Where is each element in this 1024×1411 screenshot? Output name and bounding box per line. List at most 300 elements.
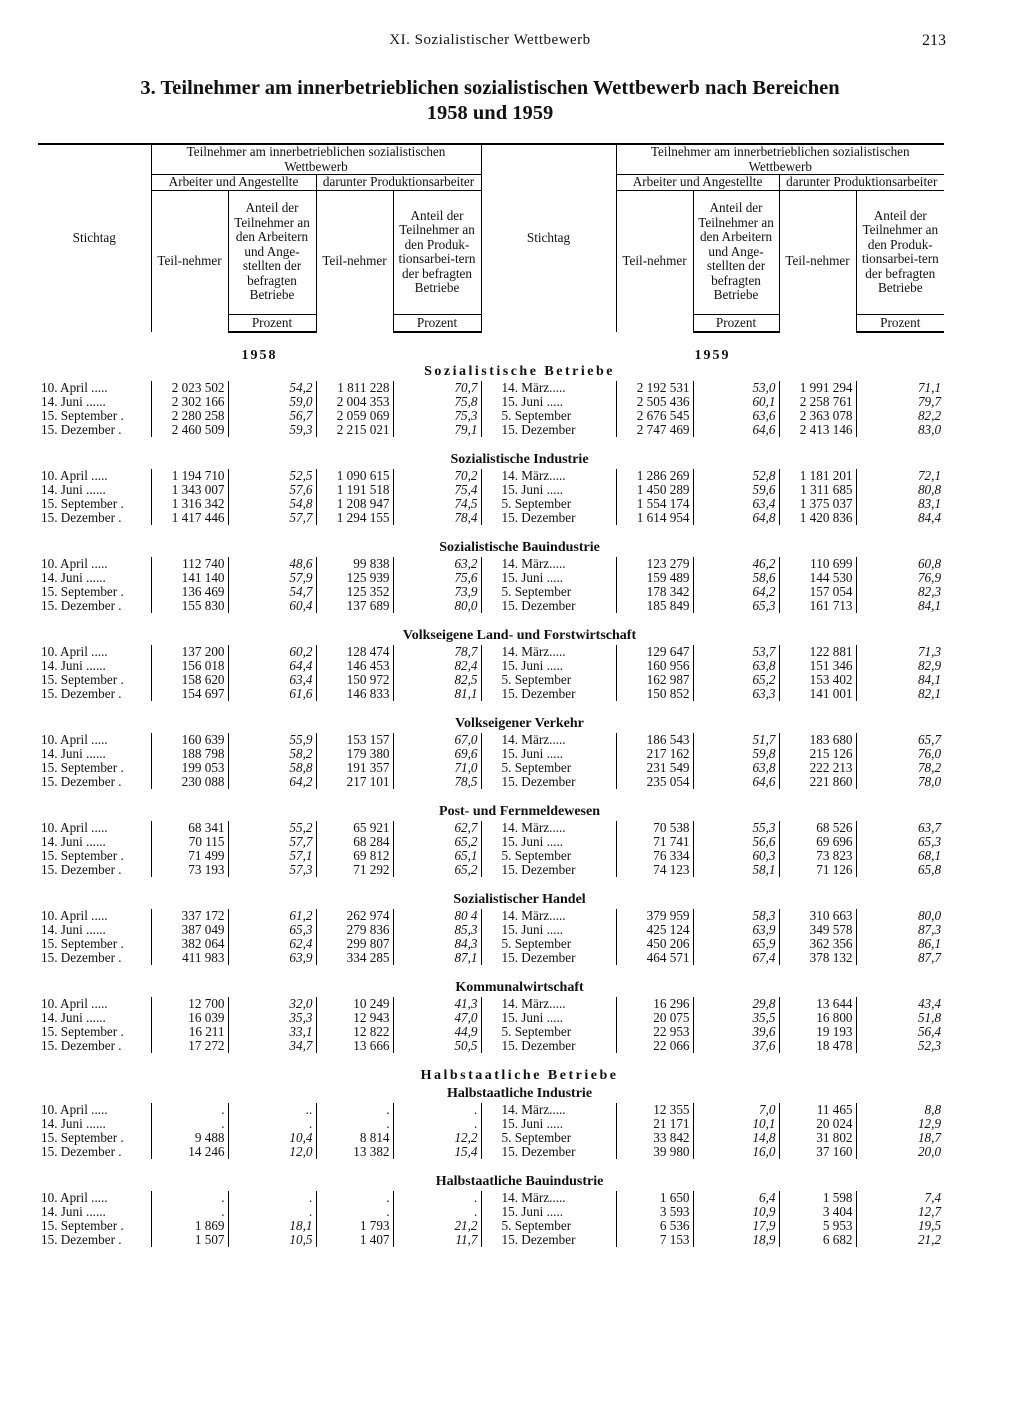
darunter-header-right: darunter Produktionsarbeiter [779, 175, 944, 191]
anteil-arbeiter-1959: 14,8 [693, 1131, 779, 1145]
anteil-prod-1959: 56,4 [856, 1025, 944, 1039]
anteil-prod-1958: . [393, 1191, 481, 1205]
row-label-1959: 5. September [481, 937, 616, 951]
teilnehmer-1959: 71 741 [616, 835, 693, 849]
teilnehmer-1958: 387 049 [151, 923, 228, 937]
teilnehmer-1959: 7 153 [616, 1233, 693, 1247]
teilnehmer-1959: 2 505 436 [616, 395, 693, 409]
row-label-1959: 15. Juni ..... [481, 1011, 616, 1025]
teilnehmer-1958: 1 194 710 [151, 469, 228, 483]
teilnehmer-1959: 160 956 [616, 659, 693, 673]
row-label-1959: 14. März..... [481, 733, 616, 747]
row-label-1959: 15. Dezember [481, 775, 616, 789]
anteil-arbeiter-1958: 62,4 [228, 937, 316, 951]
anteil-produktion-header: Anteil der Teilnehmer an den Produk-tionsarbei-tern der befragten Betriebe [393, 190, 481, 314]
anteil-arbeiter-1959: 64,6 [693, 775, 779, 789]
anteil-prod-1958: 78,5 [393, 775, 481, 789]
section-heading-row [38, 363, 944, 381]
anteil-arbeiter-1959: 64,8 [693, 511, 779, 525]
teilnehmer-prod-1958: 68 284 [316, 835, 393, 849]
row-label-1958: 10. April ..... [41, 469, 108, 483]
row-label-1959: 15. Dezember [481, 863, 616, 877]
teilnehmer-1959: 178 342 [616, 585, 693, 599]
teilnehmer-prod-1959: 71 126 [779, 863, 856, 877]
anteil-arbeiter-1959: 63,8 [693, 761, 779, 775]
anteil-prod-1958: 47,0 [393, 1011, 481, 1025]
teilnehmer-1959: 21 171 [616, 1117, 693, 1131]
teilnehmer-prod-1959: 2 258 761 [779, 395, 856, 409]
spacer [38, 701, 944, 715]
anteil-arbeiter-1958: 32,0 [228, 997, 316, 1011]
teilnehmer-1959: 1 554 174 [616, 497, 693, 511]
teilnehmer-1959: 162 987 [616, 673, 693, 687]
table-row [38, 423, 944, 437]
teilnehmer-prod-1959: 2 413 146 [779, 423, 856, 437]
row-label-1959: 15. Juni ..... [481, 747, 616, 761]
table-row [38, 1145, 944, 1159]
section-heading: Volkseigene Land- und Forstwirtschaft [402, 628, 637, 643]
teilnehmer-prod-1958: 1 208 947 [316, 497, 393, 511]
row-label-1958: 15. September . [41, 761, 124, 775]
page-number: 213 [922, 32, 946, 49]
teilnehmer-prod-1959: 16 800 [779, 1011, 856, 1025]
anteil-prod-1959: 83,1 [856, 497, 944, 511]
row-label-1958: 15. Dezember . [41, 1039, 122, 1053]
teilnehmer-1958: 156 018 [151, 659, 228, 673]
teilnehmer-prod-1959: 122 881 [779, 645, 856, 659]
table-row [38, 849, 944, 863]
anteil-arbeiter-1958: 55,2 [228, 821, 316, 835]
anteil-prod-1958: 78,4 [393, 511, 481, 525]
teilnehmer-prod-1959: 37 160 [779, 1145, 856, 1159]
table-row [38, 571, 944, 585]
anteil-prod-1959: 18,7 [856, 1131, 944, 1145]
row-label-1959: 14. März..... [481, 1191, 616, 1205]
arbeiter-header-right: Arbeiter und Angestellte [616, 175, 779, 191]
anteil-prod-1958: 75,8 [393, 395, 481, 409]
teilnehmer-prod-1958: 65 921 [316, 821, 393, 835]
anteil-prod-1958: 70,2 [393, 469, 481, 483]
anteil-arbeiter-1958: . [228, 1117, 316, 1131]
teilnehmer-prod-1959: 151 346 [779, 659, 856, 673]
anteil-prod-1959: 84,4 [856, 511, 944, 525]
section-heading: Halbstaatliche Industrie [446, 1086, 593, 1101]
teilnehmer-prod-1958: 2 004 353 [316, 395, 393, 409]
teilnehmer-prod-1959: 18 478 [779, 1039, 856, 1053]
anteil-arbeiter-1959: 59,6 [693, 483, 779, 497]
row-label-1958: 15. September . [41, 497, 124, 511]
teilnehmer-prod-1958: 10 249 [316, 997, 393, 1011]
title-line-1: 3. Teilnehmer am innerbetrieblichen sozialistischen Wettbewerb nach Bereichen [140, 77, 840, 99]
table-row [38, 497, 944, 511]
anteil-arbeiter-1959: 63,6 [693, 409, 779, 423]
anteil-prod-1959: 20,0 [856, 1145, 944, 1159]
spacer [38, 877, 944, 891]
section-heading-row [38, 979, 944, 997]
anteil-prod-1958: 80,0 [393, 599, 481, 613]
teilnehmer-1958: 9 488 [151, 1131, 228, 1145]
teilnehmer-1959: 159 489 [616, 571, 693, 585]
anteil-prod-1959: 65,8 [856, 863, 944, 877]
row-label-1958: 15. September . [41, 1131, 124, 1145]
row-label-1958: 15. September . [41, 1219, 124, 1233]
row-label-1959: 15. Juni ..... [481, 835, 616, 849]
prozent-label: Prozent [228, 314, 316, 332]
section-heading: Sozialistische Industrie [450, 452, 589, 467]
anteil-arbeiter-1958: 57,9 [228, 571, 316, 585]
teilnehmer-prod-1959: 1 311 685 [779, 483, 856, 497]
row-label-1958: 10. April ..... [41, 381, 108, 395]
table-row [38, 409, 944, 423]
row-label-1958: 15. Dezember . [41, 951, 122, 965]
row-label-1959: 5. September [481, 673, 616, 687]
table-row [38, 687, 944, 701]
row-label-1959: 14. März..... [481, 997, 616, 1011]
row-label-1959: 15. Juni ..... [481, 923, 616, 937]
section-heading: Post- und Fernmeldewesen [439, 804, 601, 819]
row-label-1958: 15. September . [41, 1025, 124, 1039]
anteil-prod-1958: 69,6 [393, 747, 481, 761]
teilnehmer-1958: 154 697 [151, 687, 228, 701]
table-row [38, 1191, 944, 1205]
spacer [38, 965, 944, 979]
teilnehmer-prod-1958: 1 090 615 [316, 469, 393, 483]
anteil-prod-1959: 78,2 [856, 761, 944, 775]
anteil-prod-1959: 83,0 [856, 423, 944, 437]
table-row [38, 761, 944, 775]
anteil-arbeiter-1958: 52,5 [228, 469, 316, 483]
anteil-arbeiter-header: Anteil der Teilnehmer an den Arbeitern und Ange-stellten der befragten Betriebe [693, 190, 779, 314]
teilnehmer-prod-1958: 128 474 [316, 645, 393, 659]
teilnehmer-1959: 74 123 [616, 863, 693, 877]
anteil-prod-1958: 65,2 [393, 863, 481, 877]
row-label-1959: 5. September [481, 849, 616, 863]
table-row [38, 937, 944, 951]
section-heading-row [38, 803, 944, 821]
anteil-prod-1958: 75,6 [393, 571, 481, 585]
teilnehmer-1959: 129 647 [616, 645, 693, 659]
teilnehmer-1959: 235 054 [616, 775, 693, 789]
teilnehmer-1959: 379 959 [616, 909, 693, 923]
anteil-arbeiter-1959: 6,4 [693, 1191, 779, 1205]
row-label-1959: 14. März..... [481, 1103, 616, 1117]
row-label-1958: 14. Juni ...... [41, 483, 106, 497]
row-label-1959: 5. September [481, 585, 616, 599]
teilnehmer-prod-1959: 11 465 [779, 1103, 856, 1117]
teilnehmer-1958: 2 280 258 [151, 409, 228, 423]
prozent-label: Prozent [856, 314, 944, 332]
row-label-1959: 14. März..... [481, 645, 616, 659]
anteil-arbeiter-1959: 35,5 [693, 1011, 779, 1025]
teilnehmer-prod-1959: 5 953 [779, 1219, 856, 1233]
teilnehmer-prod-1959: 349 578 [779, 923, 856, 937]
anteil-arbeiter-1959: 18,9 [693, 1233, 779, 1247]
anteil-arbeiter-1959: 7,0 [693, 1103, 779, 1117]
running-header [0, 32, 1024, 54]
teilnehmer-prod-1958: 279 836 [316, 923, 393, 937]
teilnehmer-1958: 137 200 [151, 645, 228, 659]
anteil-prod-1958: 15,4 [393, 1145, 481, 1159]
row-label-1959: 5. September [481, 409, 616, 423]
row-label-1958: 15. Dezember . [41, 1233, 122, 1247]
anteil-prod-1959: 71,1 [856, 381, 944, 395]
anteil-arbeiter-1958: 60,2 [228, 645, 316, 659]
anteil-arbeiter-1959: 60,1 [693, 395, 779, 409]
section-heading-row [38, 539, 944, 557]
anteil-prod-1959: 82,9 [856, 659, 944, 673]
teilnehmer-1959: 70 538 [616, 821, 693, 835]
anteil-prod-1958: 65,2 [393, 835, 481, 849]
teilnehmer-1959: 450 206 [616, 937, 693, 951]
row-label-1959: 15. Dezember [481, 1233, 616, 1247]
teilnehmer-1959: 1 450 289 [616, 483, 693, 497]
row-label-1958: 14. Juni ...... [41, 923, 106, 937]
teilnehmer-1958: 382 064 [151, 937, 228, 951]
anteil-prod-1958: 71,0 [393, 761, 481, 775]
anteil-prod-1958: 67,0 [393, 733, 481, 747]
anteil-prod-1958: 87,1 [393, 951, 481, 965]
anteil-arbeiter-1959: 52,8 [693, 469, 779, 483]
teilnehmer-1959: 22 066 [616, 1039, 693, 1053]
table-header [38, 144, 944, 332]
spacer [38, 437, 944, 451]
teilnehmer-1958: 17 272 [151, 1039, 228, 1053]
row-label-1958: 15. September . [41, 849, 124, 863]
anteil-arbeiter-1958: 65,3 [228, 923, 316, 937]
anteil-prod-1959: 79,7 [856, 395, 944, 409]
anteil-arbeiter-1959: 46,2 [693, 557, 779, 571]
row-label-1959: 14. März..... [481, 381, 616, 395]
teilnehmer-1959: 217 162 [616, 747, 693, 761]
row-label-1958: 15. Dezember . [41, 863, 122, 877]
year-row [38, 347, 944, 363]
teilnehmer-prod-1958: 217 101 [316, 775, 393, 789]
teilnehmer-prod-1958: 2 059 069 [316, 409, 393, 423]
teilnehmer-prod-1959: 68 526 [779, 821, 856, 835]
teilnehmer-1959: 2 747 469 [616, 423, 693, 437]
anteil-arbeiter-1959: 67,4 [693, 951, 779, 965]
anteil-arbeiter-1958: 10,5 [228, 1233, 316, 1247]
teilnehmer-prod-1958: 125 352 [316, 585, 393, 599]
table-row [38, 923, 944, 937]
teilnehmer-1958: 1 417 446 [151, 511, 228, 525]
teilnehmer-1958: . [151, 1103, 228, 1117]
anteil-prod-1959: 12,7 [856, 1205, 944, 1219]
anteil-prod-1958: . [393, 1103, 481, 1117]
teilnehmer-1959: 3 593 [616, 1205, 693, 1219]
anteil-arbeiter-1959: 63,9 [693, 923, 779, 937]
row-label-1958: 14. Juni ...... [41, 1205, 106, 1219]
teilnehmer-1959: 1 650 [616, 1191, 693, 1205]
row-label-1959: 15. Dezember [481, 423, 616, 437]
row-label-1958: 14. Juni ...... [41, 1011, 106, 1025]
anteil-arbeiter-1959: 39,6 [693, 1025, 779, 1039]
anteil-prod-1958: 70,7 [393, 381, 481, 395]
anteil-prod-1959: 80,8 [856, 483, 944, 497]
anteil-prod-1958: 78,7 [393, 645, 481, 659]
anteil-prod-1959: 52,3 [856, 1039, 944, 1053]
anteil-prod-1958: 82,4 [393, 659, 481, 673]
anteil-arbeiter-1959: 10,1 [693, 1117, 779, 1131]
teilnehmer-prod-1958: 12 943 [316, 1011, 393, 1025]
row-label-1958: 14. Juni ...... [41, 571, 106, 585]
anteil-arbeiter-1958: 59,0 [228, 395, 316, 409]
teilnehmer-prod-1959: 110 699 [779, 557, 856, 571]
teilnehmer-prod-1958: 334 285 [316, 951, 393, 965]
teilnehmer-1959: 16 296 [616, 997, 693, 1011]
anteil-prod-1959: 21,2 [856, 1233, 944, 1247]
row-label-1959: 15. Dezember [481, 1145, 616, 1159]
teilnehmer-1959: 150 852 [616, 687, 693, 701]
anteil-prod-1959: 71,3 [856, 645, 944, 659]
anteil-prod-1959: 60,8 [856, 557, 944, 571]
table-row [38, 821, 944, 835]
teilnehmer-prod-1958: . [316, 1103, 393, 1117]
teilnehmer-prod-1959: 378 132 [779, 951, 856, 965]
anteil-prod-1958: 79,1 [393, 423, 481, 437]
anteil-arbeiter-1958: 60,4 [228, 599, 316, 613]
anteil-prod-1959: 72,1 [856, 469, 944, 483]
anteil-arbeiter-1958: . [228, 1205, 316, 1219]
group-header-right: Teilnehmer am innerbetrieblichen sozialistischen Wettbewerb [616, 144, 944, 175]
teilnehmer-prod-1958: 179 380 [316, 747, 393, 761]
teilnehmer-1958: 136 469 [151, 585, 228, 599]
teilnehmer-prod-1959: 1 181 201 [779, 469, 856, 483]
teilnehmer-prod-1958: 299 807 [316, 937, 393, 951]
section-heading-row [38, 627, 944, 645]
anteil-prod-1959: 43,4 [856, 997, 944, 1011]
table-row [38, 733, 944, 747]
teilnehmer-prod-1959: 157 054 [779, 585, 856, 599]
teilnehmer-1958: 68 341 [151, 821, 228, 835]
row-label-1959: 14. März..... [481, 557, 616, 571]
teilnehmer-1958: 155 830 [151, 599, 228, 613]
anteil-arbeiter-1959: 51,7 [693, 733, 779, 747]
table-row [38, 1039, 944, 1053]
anteil-arbeiter-1959: 10,9 [693, 1205, 779, 1219]
teilnehmer-prod-1958: 146 453 [316, 659, 393, 673]
teilnehmer-1959: 2 676 545 [616, 409, 693, 423]
anteil-prod-1958: 82,5 [393, 673, 481, 687]
teilnehmer-1959: 39 980 [616, 1145, 693, 1159]
anteil-prod-1958: 80 4 [393, 909, 481, 923]
darunter-header-left: darunter Produktionsarbeiter [316, 175, 481, 191]
anteil-arbeiter-header: Anteil der Teilnehmer an den Arbeitern und Ange-stellten der befragten Betriebe [228, 190, 316, 314]
anteil-prod-1958: 63,2 [393, 557, 481, 571]
anteil-arbeiter-1958: 57,7 [228, 511, 316, 525]
anteil-prod-1958: 81,1 [393, 687, 481, 701]
teilnehmer-prod-1958: 125 939 [316, 571, 393, 585]
row-label-1958: 15. September . [41, 673, 124, 687]
stichtag-header: Stichtag [38, 144, 151, 332]
anteil-arbeiter-1959: 53,0 [693, 381, 779, 395]
anteil-prod-1959: 87,3 [856, 923, 944, 937]
anteil-arbeiter-1959: 58,1 [693, 863, 779, 877]
table-row [38, 585, 944, 599]
spacer [38, 613, 944, 627]
teilnehmer-prod-1959: 144 530 [779, 571, 856, 585]
anteil-arbeiter-1958: 35,3 [228, 1011, 316, 1025]
anteil-prod-1959: 82,2 [856, 409, 944, 423]
anteil-prod-1959: 87,7 [856, 951, 944, 965]
row-label-1959: 5. September [481, 761, 616, 775]
teilnehmer-prod-1958: 8 814 [316, 1131, 393, 1145]
teilnehmer-prod-1958: 1 294 155 [316, 511, 393, 525]
anteil-prod-1958: 65,1 [393, 849, 481, 863]
teilnehmer-prod-1959: 1 420 836 [779, 511, 856, 525]
anteil-arbeiter-1959: 65,9 [693, 937, 779, 951]
anteil-arbeiter-1958: 10,4 [228, 1131, 316, 1145]
anteil-arbeiter-1959: 63,3 [693, 687, 779, 701]
teilnehmer-prod-1959: 161 713 [779, 599, 856, 613]
teilnehmer-prod-1958: 69 812 [316, 849, 393, 863]
table-row [38, 659, 944, 673]
section-heading: Volkseigener Verkehr [455, 716, 584, 731]
teilnehmer-1958: 73 193 [151, 863, 228, 877]
anteil-arbeiter-1959: 58,6 [693, 571, 779, 585]
anteil-prod-1959: 12,9 [856, 1117, 944, 1131]
anteil-arbeiter-1958: 48,6 [228, 557, 316, 571]
table-row [38, 997, 944, 1011]
teilnehmer-1959: 76 334 [616, 849, 693, 863]
anteil-arbeiter-1958: .. [228, 1103, 316, 1117]
teilnehmer-1959: 22 953 [616, 1025, 693, 1039]
teilnehmer-prod-1959: 221 860 [779, 775, 856, 789]
teilnehmer-prod-1959: 141 001 [779, 687, 856, 701]
spacer [38, 332, 944, 347]
table-row [38, 469, 944, 483]
anteil-prod-1959: 63,7 [856, 821, 944, 835]
anteil-prod-1959: 76,9 [856, 571, 944, 585]
section-heading-row [38, 1085, 944, 1103]
anteil-prod-1959: 82,3 [856, 585, 944, 599]
anteil-prod-1958: 75,3 [393, 409, 481, 423]
teilnehmer-1958: 16 211 [151, 1025, 228, 1039]
anteil-arbeiter-1958: 63,4 [228, 673, 316, 687]
row-label-1959: 5. September [481, 497, 616, 511]
row-label-1958: 15. September . [41, 585, 124, 599]
teilnehmer-1959: 464 571 [616, 951, 693, 965]
teilnehmer-1958: 2 460 509 [151, 423, 228, 437]
anteil-prod-1958: 73,9 [393, 585, 481, 599]
table-row [38, 1233, 944, 1247]
row-label-1959: 15. Juni ..... [481, 1117, 616, 1131]
teilnehmer-1958: 337 172 [151, 909, 228, 923]
anteil-arbeiter-1958: 33,1 [228, 1025, 316, 1039]
spacer [38, 1159, 944, 1173]
teilnehmer-1958: 71 499 [151, 849, 228, 863]
row-label-1959: 15. Juni ..... [481, 571, 616, 585]
row-label-1958: 10. April ..... [41, 1103, 108, 1117]
data-table [38, 143, 944, 1247]
anteil-arbeiter-1958: 55,9 [228, 733, 316, 747]
section-heading-row [38, 891, 944, 909]
anteil-arbeiter-1958: 54,7 [228, 585, 316, 599]
teilnehmer-1958: 1 343 007 [151, 483, 228, 497]
row-label-1959: 14. März..... [481, 909, 616, 923]
table-row [38, 951, 944, 965]
teilnehmer-prod-1959: 6 682 [779, 1233, 856, 1247]
anteil-arbeiter-1958: 58,2 [228, 747, 316, 761]
teilnehmer-prod-1958: 13 382 [316, 1145, 393, 1159]
anteil-arbeiter-1959: 17,9 [693, 1219, 779, 1233]
teilnehmer-prod-1958: 1 811 228 [316, 381, 393, 395]
anteil-arbeiter-1959: 58,3 [693, 909, 779, 923]
row-label-1959: 15. Dezember [481, 951, 616, 965]
teilnehmer-prod-1958: . [316, 1191, 393, 1205]
anteil-prod-1959: 65,7 [856, 733, 944, 747]
teilnehmer-1958: 112 740 [151, 557, 228, 571]
